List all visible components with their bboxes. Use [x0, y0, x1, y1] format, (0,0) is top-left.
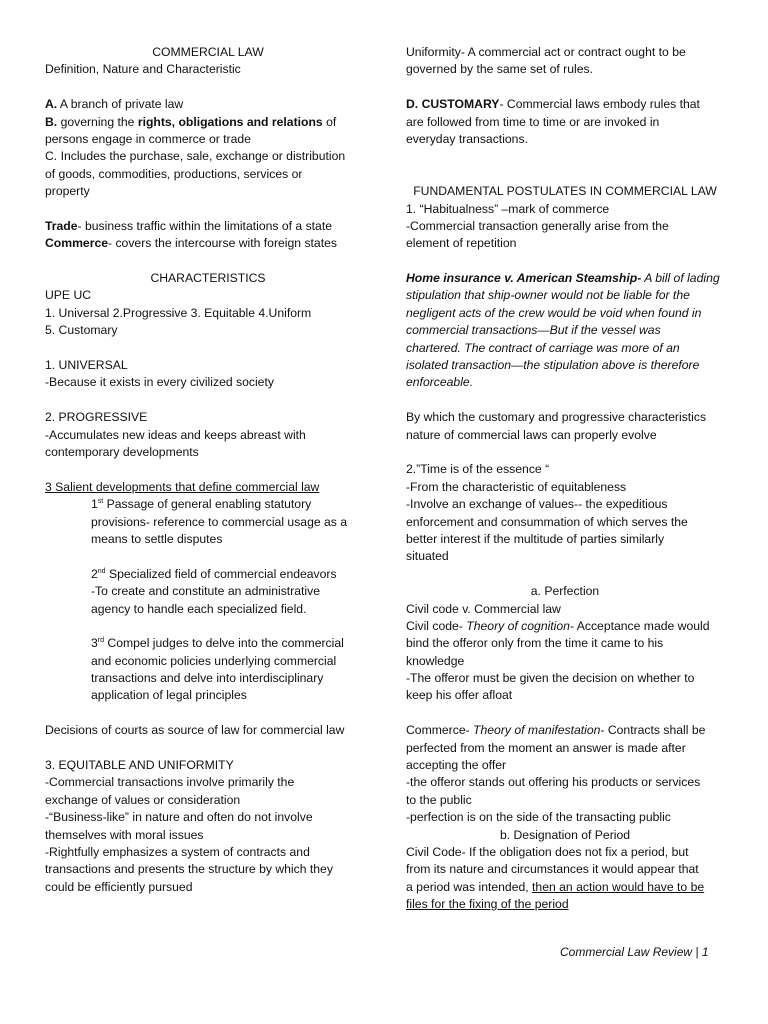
designation-heading: b. Designation of Period	[499, 827, 631, 842]
characteristics-heading: CHARACTERISTICS	[150, 271, 266, 286]
civil-code-period: Civil Code- If the obligation does not fix a period, but	[406, 844, 689, 859]
item-a: A. A branch of private law	[45, 97, 184, 112]
doc-subtitle: Definition, Nature and Characteristic	[45, 62, 241, 77]
right-column: Uniformity- A commercial act or contract ought to be governed by the same set of rules. D. CUSTOMARY- Commercial laws embody rules that are followed from time to time or are invoked in everyday transactions. FUNDAMENTAL POSTULATES IN COMMERCIAL LAW 1. “Habitualness” –mark of commerce -Commercial transaction generally arise from the element of repetition Home insurance v. American Steamship- A bill of lading stipulation that ship-owner would not be liable for the negligent acts of the crew would be void when found in commercial transactions—But if the vessel was chartered. The contract of carriage was more of an isolated transaction—the stipulation above is therefore enforceable. By which the customary and progressive characteristics nature of commercial laws can properly evolve 2.”Time is of the essence “ -From the characteristic of equitableness -Involve an exchange of values-- the expeditious enforcement and consummation of which serves the better interest if the multitude of parties similarly situated a. Perfection Civil code v. Commercial law Civil code- Theory of cognition- Acceptance made would bind the offeror only from the time it came to his knowledge -The offeror must be given the decision on whether to keep his offer afloat Commerce- Theory of manifestation- Contracts shall be perfected from the moment an answer is made after accepting the offer -the offeror stands out offering his products or services to the public -perfection is on the side of the transacting public b. Designation of Period Civil Code- If the obligation does not fix a period, but from its nature and circumstances it would appear that a period was intended, then an action would have to be files for the fixing of the period	[406, 44, 724, 914]
characteristics-list: 1. Universal 2.Progressive 3. Equitable 4.Uniform	[45, 305, 312, 320]
time-essence-heading: 2.”Time is of the essence “	[406, 462, 550, 477]
item-a-label: A.	[45, 97, 58, 112]
second-development: 2nd Specialized field of commercial endeavors	[91, 566, 337, 581]
trade-definition: Trade- business traffic within the limitations of a state	[45, 218, 332, 233]
evolution-note: By which the customary and progressive characteristics	[406, 410, 707, 425]
salient-heading: 3 Salient developments that define commercial law	[45, 479, 320, 494]
left-column: COMMERCIAL LAW Definition, Nature and Characteristic A. A branch of private law B. governing the rights, obligations and relations of persons engage in commerce or trade C. Includes the purchase, sale, exchange or distribution of goods, commodities, productions, services or property Trade- business traffic within the limitations of a state Commerce- covers the intercourse with foreign states CHARACTERISTICS UPE UC 1. Universal 2.Progressive 3. Equitable 4.Uniform 5. Customary 1. UNIVERSAL -Because it exists in every civilized society 2. PROGRESSIVE -Accumulates new ideas and keeps abreast with contemporary developments 3 Salient developments that define commercial law 1st Passage of general enabling statutory provisions- reference to commercial usage as a means to settle disputes 2nd Specialized field of commercial endeavors -To create and constitute an administrative agency to handle each specialized field. 3rd Compel judges to delve into the commercial and economic policies underlying commercial transactions and delve into interdisciplinary application of legal principles Decisions of courts as source of law for commercial law 3. EQUITABLE AND UNIFORMITY -Commercial transactions involve primarily the exchange of values or consideration -“Business-like” in nature and often do not involve themselves with moral issues -Rightfully emphasizes a system of contracts and transactions and presents the structure by which they could be efficiently pursued	[45, 44, 371, 896]
civil-v-commercial: Civil code v. Commercial law	[406, 601, 561, 616]
postulates-heading: FUNDAMENTAL POSTULATES IN COMMERCIAL LAW	[413, 184, 717, 199]
universal-heading: 1. UNIVERSAL	[45, 358, 128, 373]
civil-code-theory: Civil code- Theory of cognition- Acceptance made would	[406, 618, 710, 633]
doc-title: COMMERCIAL LAW	[152, 45, 264, 59]
perfection-heading: a. Perfection	[530, 584, 600, 599]
decisions-note: Decisions of courts as source of law for commercial law	[45, 723, 345, 738]
equitable-heading: 3. EQUITABLE AND UNIFORMITY	[45, 758, 234, 773]
commerce-definition: Commerce- covers the intercourse with foreign states	[45, 236, 337, 251]
item-c: C. Includes the purchase, sale, exchange or distribution	[45, 149, 346, 164]
item-b-cont: persons engage in commerce or trade	[45, 131, 251, 146]
habitualness-heading: 1. “Habitualness” –mark of commerce	[406, 201, 610, 216]
case-citation: Home insurance v. American Steamship- A bill of lading	[406, 271, 720, 286]
mnemonic: UPE UC	[45, 288, 92, 303]
item-b: B. governing the rights, obligations and relations of	[45, 114, 337, 129]
uniformity-text: Uniformity- A commercial act or contract ought to be	[406, 45, 686, 59]
first-development: 1st Passage of general enabling statutory	[91, 497, 312, 512]
progressive-heading: 2. PROGRESSIVE	[45, 410, 148, 425]
item-b-label: B.	[45, 114, 58, 129]
page-footer: Commercial Law Review | 1	[560, 945, 709, 959]
third-development: 3rd Compel judges to delve into the commercial	[91, 636, 344, 651]
commerce-theory: Commerce- Theory of manifestation- Contracts shall be	[406, 723, 706, 738]
item-d: D. CUSTOMARY- Commercial laws embody rules that	[406, 97, 700, 112]
